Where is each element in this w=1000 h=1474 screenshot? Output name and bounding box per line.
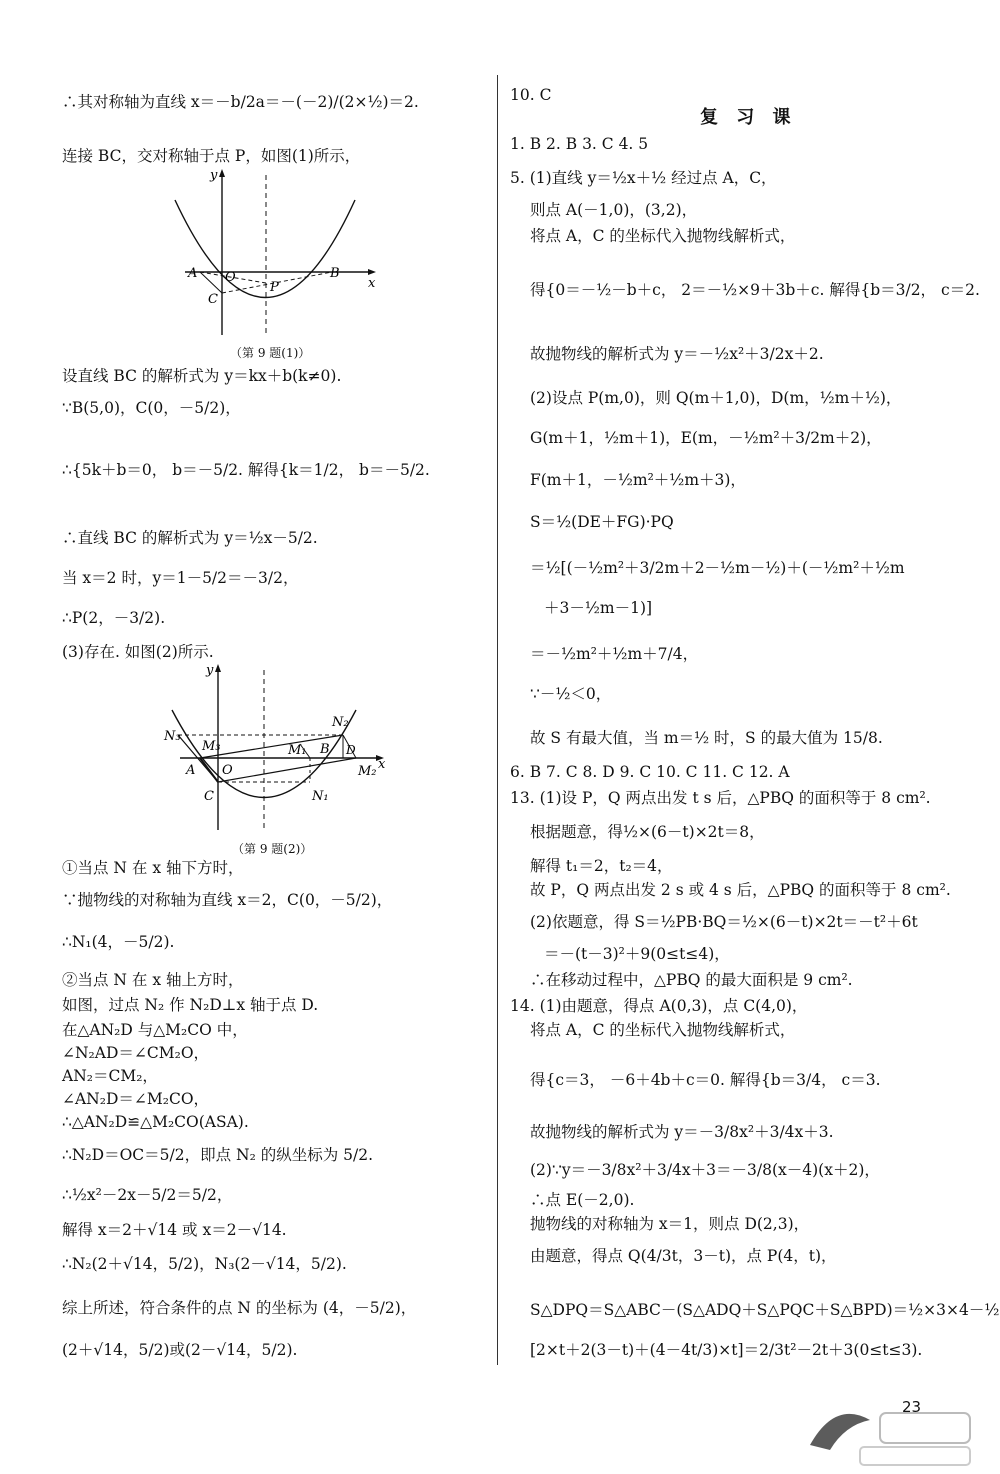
fig2-label-x: x (378, 757, 386, 772)
right-line-12: S＝½(DE＋FG)·PQ (530, 513, 674, 531)
right-line-28: 得{c＝3， －6＋4b＋c＝0. 解得{b＝3/4， c＝3. (530, 1071, 881, 1089)
left-line-17: AN₂＝CM₂， (62, 1067, 158, 1085)
left-line-9: (3)存在. 如图(2)所示. (62, 643, 214, 661)
figure-9-1-caption: （第 9 题(1)） (230, 346, 311, 360)
right-line-25: ∴在移动过程中，△PBQ 的最大面积是 9 cm². (530, 971, 853, 989)
left-line-5: ∴{5k＋b＝0， b＝－5/2. 解得{k＝1/2， b＝－5/2. (62, 461, 430, 479)
fig1-label-x: x (368, 276, 376, 291)
left-line-11: ∵抛物线的对称轴为直线 x＝2，C(0，－5/2)， (62, 891, 393, 909)
fig1-label-C: C (208, 292, 218, 307)
fig2-label-N3: N₃ (164, 729, 181, 744)
right-line-6: 将点 A，C 的坐标代入抛物线解析式， (530, 227, 796, 245)
page-number: 23 (902, 1398, 922, 1416)
left-line-24: 综上所述，符合条件的点 N 的坐标为 (4，－5/2)， (62, 1299, 417, 1317)
right-line-31: ∴点 E(－2,0). (530, 1191, 635, 1209)
fig2-label-O: O (222, 763, 233, 778)
left-line-6: ∴直线 BC 的解析式为 y＝½x－5/2. (62, 529, 318, 547)
left-line-25: (2＋√14，5/2)或(2－√14，5/2). (62, 1341, 298, 1359)
figure-9-2 (160, 660, 400, 840)
left-line-18: ∠AN₂D＝∠M₂CO， (62, 1090, 210, 1108)
fig1-label-O: O (225, 270, 236, 285)
fig2-label-B: B (320, 742, 330, 757)
fig2-label-D: D (346, 743, 356, 757)
left-line-16: ∠N₂AD＝∠CM₂O， (62, 1044, 210, 1062)
fig2-label-N1: N₁ (312, 789, 329, 804)
left-line-19: ∴△AN₂D≌△M₂CO(ASA). (62, 1113, 249, 1131)
fig2-label-N2: N₂ (332, 715, 349, 730)
right-line-20: 根据题意，得½×(6－t)×2t＝8， (530, 823, 765, 841)
fig1-label-y: y (210, 168, 218, 183)
left-line-2: 连接 BC，交对称轴于点 P，如图(1)所示， (62, 147, 361, 165)
left-line-4: ∵B(5,0)，C(0，－5/2)， (62, 399, 241, 417)
figure-9-2-caption: （第 9 题(2)） (232, 842, 313, 856)
left-line-20: ∴N₂D＝OC＝5/2，即点 N₂ 的纵坐标为 5/2. (62, 1146, 374, 1164)
right-line-9: (2)设点 P(m,0)，则 Q(m＋1,0)，D(m，½m＋½)， (530, 389, 902, 407)
right-line-30: (2)∵y＝－3/8x²＋3/4x＋3＝－3/8(x－4)(x＋2)， (530, 1161, 880, 1179)
right-line-24: ＝－(t－3)²＋9(0≤t≤4)， (544, 945, 730, 963)
left-line-22: 解得 x＝2＋√14 或 x＝2－√14. (62, 1221, 287, 1239)
fig2-label-y: y (206, 663, 214, 678)
right-line-7: 得{0＝－½－b＋c， 2＝－½×9＋3b＋c. 解得{b＝3/2， c＝2. (530, 281, 980, 299)
left-line-15: 在△AN₂D 与△M₂CO 中， (62, 1021, 248, 1039)
right-line-23: (2)依题意，得 S＝½PB·BQ＝½×(6－t)×2t＝－t²＋6t (530, 913, 918, 931)
right-line-26: 14. (1)由题意，得点 A(0,3)，点 C(4,0)， (510, 997, 808, 1015)
fig1-label-A: A (188, 266, 198, 281)
right-line-18: 6. B 7. C 8. D 9. C 10. C 11. C 12. A (510, 763, 790, 781)
right-line-13: ＝½[(－½m²＋3/2m＋2－½m－½)＋(－½m²＋½m (530, 559, 905, 577)
left-line-13: ②当点 N 在 x 轴上方时， (62, 971, 244, 989)
right-line-34: S△DPQ＝S△ABC－(S△ADQ＋S△PQC＋S△BPD)＝½×3×4－½ (530, 1301, 1000, 1319)
right-line-8: 故抛物线的解析式为 y＝－½x²＋3/2x＋2. (530, 345, 824, 363)
right-line-27: 将点 A，C 的坐标代入抛物线解析式， (530, 1021, 796, 1039)
left-line-7: 当 x＝2 时，y＝1－5/2＝－3/2， (62, 569, 299, 587)
figure-9-1 (170, 165, 390, 365)
fig2-label-M1: M₁ (288, 743, 307, 758)
right-line-4: 5. (1)直线 y＝½x＋½ 经过点 A，C， (510, 169, 777, 187)
right-line-5: 则点 A(－1,0)，(3,2)， (530, 201, 698, 219)
right-line-35: [2×t＋2(3－t)＋(4－4t/3)×t]＝2/3t²－2t＋3(0≤t≤3). (530, 1341, 923, 1359)
fig2-label-C: C (204, 789, 214, 804)
right-line-17: 故 S 有最大值，当 m＝½ 时，S 的最大值为 15/8. (530, 729, 883, 747)
left-line-3: 设直线 BC 的解析式为 y＝kx＋b(k≠0). (62, 367, 342, 385)
left-line-21: ∴½x²－2x－5/2＝5/2， (62, 1186, 233, 1204)
right-line-32: 抛物线的对称轴为 x＝1，则点 D(2,3)， (530, 1215, 810, 1233)
right-line-1: 10. C (510, 86, 552, 104)
fig1-label-P: P (270, 280, 279, 295)
column-divider (497, 75, 498, 1365)
right-line-3: 1. B 2. B 3. C 4. 5 (510, 135, 649, 153)
right-line-10: G(m＋1，½m＋1)，E(m，－½m²＋3/2m＋2)， (530, 429, 882, 447)
right-line-16: ∵－½＜0， (530, 685, 612, 703)
right-line-2: 复 习 课 (700, 107, 797, 128)
fig1-label-B: B (330, 266, 340, 281)
right-line-19: 13. (1)设 P，Q 两点出发 t s 后，△PBQ 的面积等于 8 cm². (510, 789, 931, 807)
right-line-22: 故 P，Q 两点出发 2 s 或 4 s 后，△PBQ 的面积等于 8 cm². (530, 881, 951, 899)
left-line-1: ∴其对称轴为直线 x＝－b/2a＝－(－2)/(2×½)＝2. (62, 93, 419, 111)
left-line-8: ∴P(2，－3/2). (62, 609, 166, 627)
right-line-33: 由题意，得点 Q(4/3t，3－t)，点 P(4，t)， (530, 1247, 837, 1265)
fig2-label-M2: M₂ (358, 764, 377, 779)
right-line-11: F(m＋1，－½m²＋½m＋3)， (530, 471, 746, 489)
right-line-29: 故抛物线的解析式为 y＝－3/8x²＋3/4x＋3. (530, 1123, 834, 1141)
right-line-14: ＋3－½m－1)] (544, 599, 653, 617)
fig2-label-A: A (186, 763, 196, 778)
watermark-logo-icon (790, 1395, 980, 1470)
left-line-12: ∴N₁(4，－5/2). (62, 933, 175, 951)
left-line-10: ①当点 N 在 x 轴下方时， (62, 859, 244, 877)
right-line-21: 解得 t₁＝2，t₂＝4， (530, 857, 673, 875)
fig2-label-M3: M₃ (202, 739, 221, 754)
left-line-23: ∴N₂(2＋√14，5/2)，N₃(2－√14，5/2). (62, 1255, 347, 1273)
right-line-15: ＝－½m²＋½m＋7/4， (530, 645, 699, 663)
left-line-14: 如图，过点 N₂ 作 N₂D⊥x 轴于点 D. (62, 996, 319, 1014)
